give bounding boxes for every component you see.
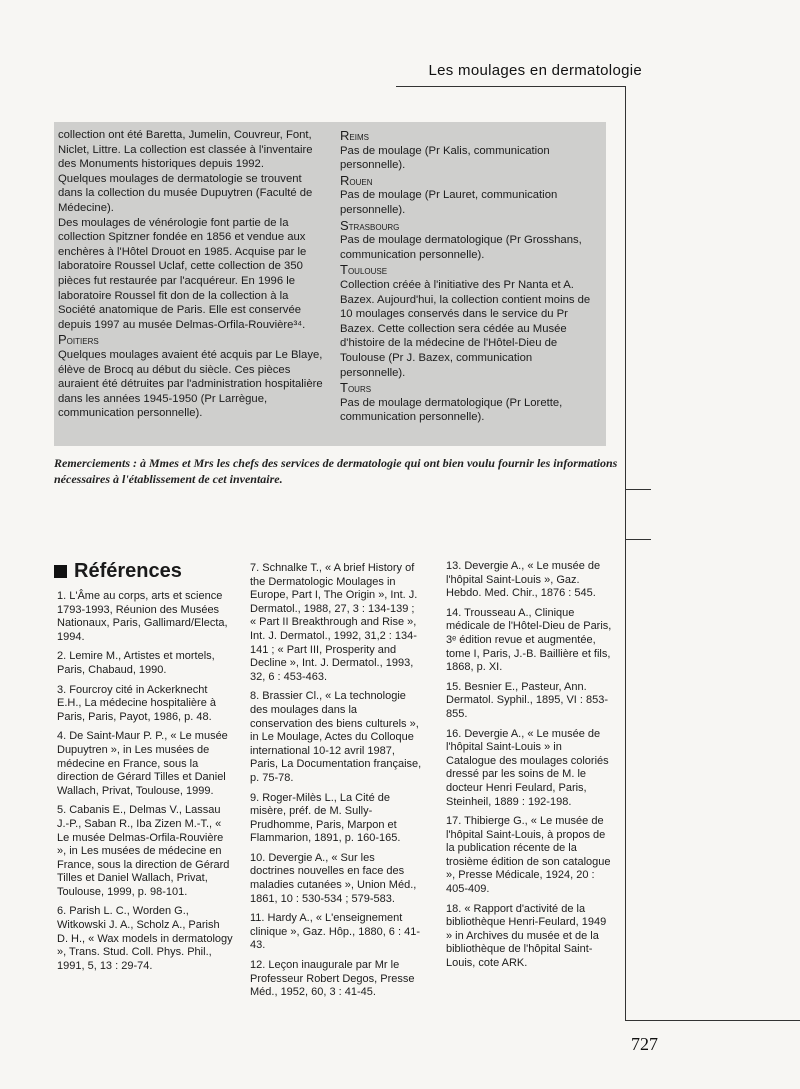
box-paragraph: Pas de moulage (Pr Lauret, communication personnelle). <box>340 189 558 216</box>
reference-item: 3. Fourcroy cité in Ackerknecht E.H., La médecine hospitalière à Paris, Paris, Payot, 1986, p. 48. <box>57 683 216 723</box>
references-column-3 <box>446 560 614 977</box>
box-paragraph: Quelques moulages de dermatologie se trouvent dans la collection du musée Dupuytren (Faculté de Médecine). <box>58 172 313 214</box>
reference-item: 18. « Rapport d'activité de la bibliothèque Henri-Feulard, 1949 » in Archives du musée et de la bibliothèque de l'hôpital Saint-Louis, cote ARK. <box>446 902 607 970</box>
reference-item: 11. Hardy A., « L'enseignement clinique », Gaz. Hôp., 1880, 6 : 41-43. <box>250 912 420 952</box>
margin-tick <box>625 539 651 540</box>
box-paragraph: Collection créée à l'initiative des Pr Nanta et A. Bazex. Aujourd'hui, la collection contient moins de 10 moulages conservés dans le service du Pr Bazex. Cette collection sera cédée au Musée d'histoire de la médecine de l'Hôtel-Dieu de Toulouse (Pr J. Bazex, communication personnelle). <box>340 278 591 379</box>
margin-tick <box>625 489 651 490</box>
references-column-2 <box>250 562 422 1006</box>
inventory-column-right <box>340 128 600 425</box>
reference-item: 15. Besnier E., Pasteur, Ann. Dermatol. Syphil., 1895, VI : 853-855. <box>446 680 609 720</box>
box-paragraph: Pas de moulage (Pr Kalis, communication personnelle). <box>340 144 550 172</box>
reference-item: 12. Leçon inaugurale par Mr le Professeur Robert Degos, Presse Méd., 1952, 60, 3 : 41-45. <box>250 959 415 999</box>
city-heading-strasbourg: Strasbourg <box>340 217 400 233</box>
references-title: Références <box>74 560 182 582</box>
city-heading-reims: Reims <box>340 128 369 143</box>
box-paragraph: Pas de moulage dermatologique (Pr Lorette, communication personnelle). <box>340 396 563 424</box>
reference-item: 8. Brassier Cl., « La technologie des moulages dans la conservation des biens culturels », in Le Moulage, Actes du Colloque international 10-12 avril 1987, Paris, La Documentation française, p. 75-78. <box>250 690 422 784</box>
references-column-1 <box>57 590 233 979</box>
box-paragraph: Pas de moulage dermatologique (Pr Grosshans, communication personnelle). <box>340 234 582 261</box>
references-heading <box>54 560 182 583</box>
reference-item: 14. Trousseau A., Clinique médicale de l'Hôtel-Dieu de Paris, 3ᵉ édition revue et augmentée, tome I, Paris, J.-B. Baillière et fils, 1868, p. XI. <box>446 606 612 674</box>
city-heading-rouen: Rouen <box>340 172 373 188</box>
city-heading-tours: Tours <box>340 380 372 396</box>
box-paragraph: Quelques moulages avaient été acquis par Le Blaye, élève de Brocq au début du siècle. Ces pièces auraient été détruites par l'administration hospitalière dans les années 1945-1950 (Pr Larrègue, communication personnelle). <box>58 348 323 420</box>
box-paragraph: Des moulages de vénérologie font partie de la collection Spitzner fondée en 1856 et vendue aux enchères à l'Hôtel Drouot en 1985. Acquise par le laboratoire Roussel Uclaf, cette collection de 350 pièces fut restaurée par l'acquéreur. En 1996 le laboratoire Roussel fit don de la collection à la Société anatomique de Paris. Elle est conservée depuis 1997 au musée Delmas-Orfila-Rouvière³⁴. <box>58 216 307 331</box>
reference-item: 13. Devergie A., « Le musée de l'hôpital Saint-Louis », Gaz. Hebdo. Med. Chir., 1876 : 545. <box>446 560 601 600</box>
margin-rule <box>625 86 626 1021</box>
inventory-box <box>54 122 606 446</box>
reference-item: 2. Lemire M., Artistes et mortels, Paris, Chabaud, 1990. <box>57 650 215 676</box>
reference-item: 1. L'Âme au corps, arts et science 1793-1993, Réunion des Musées Nationaux, Paris, Gallimard/Electa, 1994. <box>57 590 228 643</box>
header-rule <box>396 86 626 87</box>
box-paragraph: collection ont été Baretta, Jumelin, Couvreur, Font, Niclet, Littre. La collection est classée à l'inventaire des Monuments historiques depuis 1992. <box>58 129 313 171</box>
reference-item: 16. Devergie A., « Le musée de l'hôpital Saint-Louis » in Catalogue des moulages coloriés dressé par les soins de M. le docteur Henri Feulard, Paris, Steinheil, 1889 : 192-198. <box>446 727 609 808</box>
reference-item: 5. Cabanis E., Delmas V., Lassau J.-P., Saban R., Iba Zizen M.-T., « Le musée Delmas-Orfila-Rouvière », in Les musées de médecine en France, sous la direction de Gérard Tilles et Daniel Wallach, Privat, Toulouse, 1999, p. 98-101. <box>57 804 230 898</box>
city-heading-poitiers: Poitiers <box>58 332 99 348</box>
city-heading-toulouse: Toulouse <box>340 262 388 278</box>
reference-item: 4. De Saint-Maur P. P., « Le musée Dupuytren », in Les musées de médecine en France, sous la direction de Gérard Tilles et Daniel Wallach, Privat, Toulouse, 1999. <box>57 730 228 797</box>
reference-item: 17. Thibierge G., « Le musée de l'hôpital Saint-Louis, à propos de la publication récente de la trosième édition de son catalogue », Presse Médicale, 1924, 20 : 405-409. <box>446 815 611 896</box>
reference-item: 6. Parish L. C., Worden G., Witkowski J. A., Scholz A., Parish D. H., « Wax models in dermatology », Trans. Stud. Coll. Phys. Phil., 1991, 5, 13 : 29-74. <box>57 905 233 972</box>
running-head: Les moulages en dermatologie <box>428 62 642 79</box>
reference-item: 10. Devergie A., « Sur les doctrines nouvelles en face des maladies cutanées », Union Méd., 1861, 10 : 530-534 ; 579-583. <box>250 851 417 905</box>
footer-rule <box>625 1020 800 1021</box>
acknowledgements: Remerciements : à Mmes et Mrs les chefs des services de dermatologie qui ont bien voulu fournir les informations nécessaires à l'établissement de cet inventaire. <box>54 456 618 486</box>
page-number: 727 <box>631 1034 658 1054</box>
reference-item: 9. Roger-Milès L., La Cité de misère, préf. de M. Sully-Prudhomme, Paris, Marpon et Flammarion, 1891, p. 160-165. <box>250 791 401 845</box>
inventory-column-left <box>58 128 326 421</box>
square-bullet-icon <box>54 565 67 578</box>
reference-item: 7. Schnalke T., « A brief History of the Dermatologic Moulages in Europe, Part I, The Origin », Int. J. Dermatol., 1988, 27, 3 : 134-139 ; « Part II Breakthrough and Rise », Int. J. Dermatol., 1992, 31,2 : 134-141 ; « Part III, Prosperity and Decline », Int. J. Dermatol., 1993, 32, 6 : 453-463. <box>250 562 418 683</box>
